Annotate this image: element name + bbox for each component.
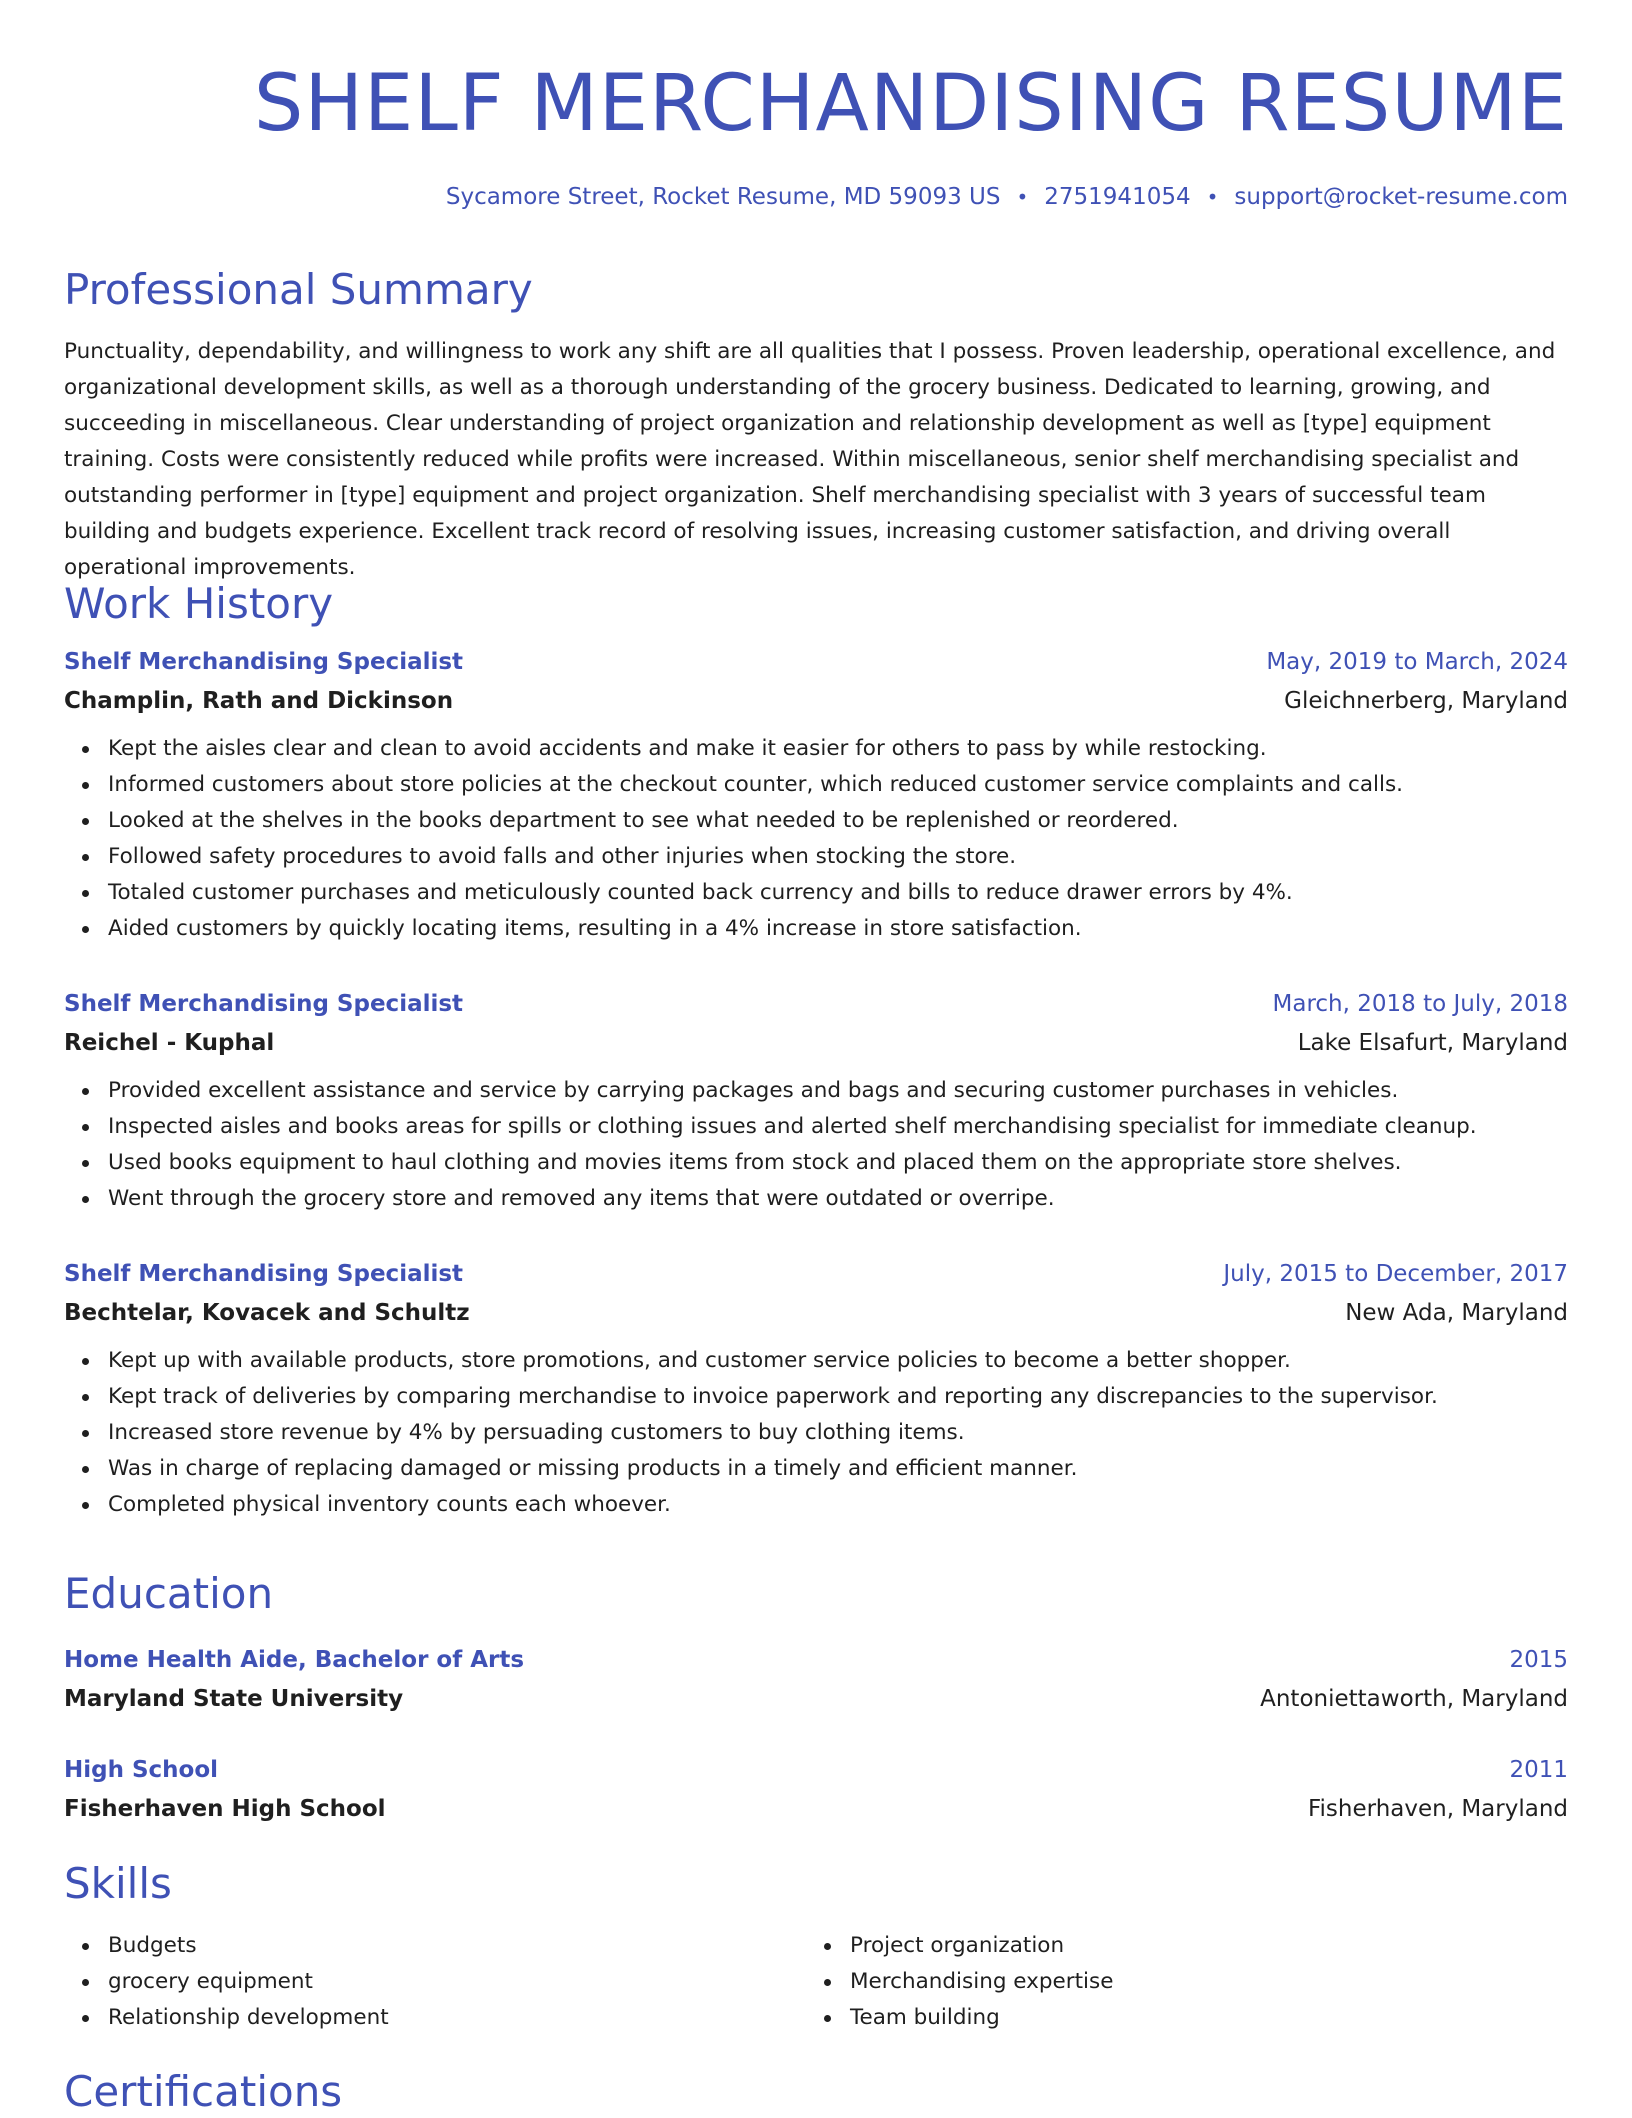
- job-dates: March, 2018 to July, 2018: [1272, 991, 1568, 1017]
- list-item: Kept up with available products, store promotions, and customer service policies to become a better shopper.: [108, 1343, 1568, 1379]
- job-title: Shelf Merchandising Specialist: [64, 991, 464, 1017]
- list-item: Looked at the shelves in the books department to see what needed to be replenished or reordered.: [108, 803, 1568, 839]
- list-item: Kept the aisles clear and clean to avoid accidents and make it easier for others to pass by while restocking.: [108, 731, 1568, 767]
- address: Sycamore Street, Rocket Resume, MD 59093 US: [445, 184, 1001, 210]
- separator-dot: •: [1206, 185, 1219, 209]
- job-dates: July, 2015 to December, 2017: [1223, 1261, 1568, 1287]
- degree: Home Health Aide, Bachelor of Arts: [64, 1647, 525, 1673]
- job-location: Lake Elsafurt, Maryland: [1297, 1030, 1568, 1056]
- school-location: Fisherhaven, Maryland: [1307, 1796, 1568, 1822]
- education-entry: [64, 1751, 1568, 1829]
- skills-list: [64, 1928, 1568, 2036]
- graduation-year: 2015: [1509, 1647, 1568, 1673]
- list-item: Informed customers about store policies at the checkout counter, which reduced customer service complaints and calls.: [108, 767, 1568, 803]
- degree: High School: [64, 1757, 219, 1783]
- job-dates: May, 2019 to March, 2024: [1266, 649, 1568, 675]
- skills-column-right: [806, 1928, 1548, 2036]
- skill-item: grocery equipment: [108, 1964, 806, 2000]
- skill-item: Budgets: [108, 1928, 806, 1964]
- job-entry: [64, 985, 1568, 1217]
- list-item: Followed safety procedures to avoid falls and other injuries when stocking the store.: [108, 839, 1568, 875]
- list-item: Aided customers by quickly locating items, resulting in a 4% increase in store satisfaction.: [108, 911, 1568, 947]
- list-item: Kept track of deliveries by comparing merchandise to invoice paperwork and reporting any discrepancies to the supervisor.: [108, 1379, 1568, 1415]
- job-title: Shelf Merchandising Specialist: [64, 1261, 464, 1287]
- list-item: Went through the grocery store and removed any items that were outdated or overripe.: [108, 1181, 1568, 1217]
- list-item: Used books equipment to haul clothing and movies items from stock and placed them on the appropriate store shelves.: [108, 1145, 1568, 1181]
- section-title-education: Education: [64, 1569, 274, 1618]
- job-bullets: [64, 1343, 1568, 1523]
- section-title-summary: Professional Summary: [64, 265, 533, 314]
- list-item: Completed physical inventory counts each whoever.: [108, 1487, 1568, 1523]
- job-entry: [64, 643, 1568, 947]
- list-item: Increased store revenue by 4% by persuading customers to buy clothing items.: [108, 1415, 1568, 1451]
- phone: 2751941054: [1044, 184, 1191, 210]
- job-bullets: [64, 1073, 1568, 1217]
- resume-title: SHELF MERCHANDISING RESUME: [253, 59, 1568, 149]
- email-link[interactable]: support@rocket-resume.com: [1234, 184, 1568, 210]
- company-name: Reichel - Kuphal: [64, 1030, 275, 1056]
- job-location: Gleichnerberg, Maryland: [1284, 688, 1568, 714]
- list-item: Was in charge of replacing damaged or missing products in a timely and efficient manner.: [108, 1451, 1568, 1487]
- school-name: Fisherhaven High School: [64, 1796, 386, 1822]
- contact-line: [446, 180, 1568, 214]
- section-title-skills: Skills: [64, 1859, 172, 1908]
- job-entry: [64, 1255, 1568, 1523]
- company-name: Bechtelar, Kovacek and Schultz: [64, 1300, 470, 1326]
- skill-item: Team building: [850, 2000, 1548, 2036]
- skill-item: Relationship development: [108, 2000, 806, 2036]
- separator-dot: •: [1016, 185, 1029, 209]
- list-item: Inspected aisles and books areas for spills or clothing issues and alerted shelf merchandising specialist for immediate cleanup.: [108, 1109, 1568, 1145]
- list-item: Provided excellent assistance and service by carrying packages and bags and securing customer purchases in vehicles.: [108, 1073, 1568, 1109]
- section-title-certifications: Certifications: [64, 2067, 343, 2116]
- job-bullets: [64, 731, 1568, 947]
- company-name: Champlin, Rath and Dickinson: [64, 688, 454, 714]
- summary-text: Punctuality, dependability, and willingness to work any shift are all qualities that I possess. Proven leadership, operational excellence, and organizational development skills, as well as a thorough understanding of the grocery business. Dedicated to learning, growing, and succeeding in miscellaneous. Clear understanding of project organization and relationship development as well as [type] equipment training. Costs were consistently reduced while profits were increased. Within miscellaneous, senior shelf merchandising specialist and outstanding performer in [type] equipment and project organization. Shelf merchandising specialist with 3 years of successful team building and budgets experience. Excellent track record of resolving issues, increasing customer satisfaction, and driving overall operational improvements.: [64, 339, 1556, 580]
- list-item: Totaled customer purchases and meticulously counted back currency and bills to reduce drawer errors by 4%.: [108, 875, 1568, 911]
- school-name: Maryland State University: [64, 1686, 404, 1712]
- job-location: New Ada, Maryland: [1345, 1300, 1568, 1326]
- graduation-year: 2011: [1509, 1757, 1568, 1783]
- education-entry: [64, 1641, 1568, 1719]
- job-title: Shelf Merchandising Specialist: [64, 649, 464, 675]
- skill-item: Merchandising expertise: [850, 1964, 1548, 2000]
- skill-item: Project organization: [850, 1928, 1548, 1964]
- skills-column-left: [64, 1928, 806, 2036]
- section-title-work: Work History: [64, 579, 334, 628]
- school-location: Antoniettaworth, Maryland: [1260, 1686, 1568, 1712]
